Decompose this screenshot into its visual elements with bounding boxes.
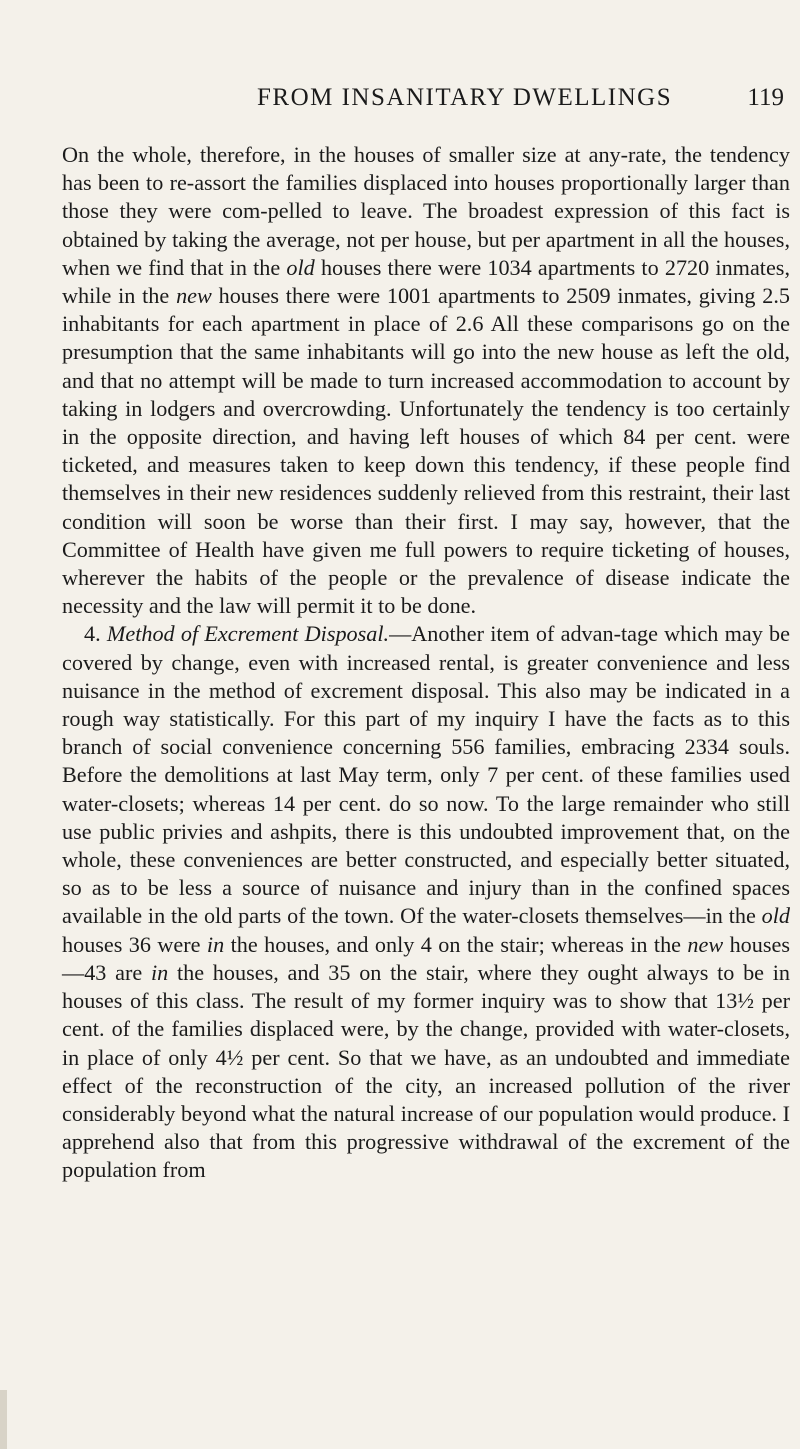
paragraph <box>62 620 790 1184</box>
italic-text: new <box>687 931 724 957</box>
page-number: 119 <box>747 84 784 111</box>
text-run: houses there were 1001 apartments to 2509 inmates, giving 2.5 inhabitants for each apartment in place of 2.6 All these comparisons go on the presumption that the same inhabitants will go into the new house as left the old, and that no attempt will be made to turn increased accommodation to account by taking in lodgers and overcrowding. Unfortunately the tendency is too certainly in the opposite direction, and having left houses of which 84 per cent. were ticketed, and measures taken to keep down this tendency, if these people find themselves in their new residences suddenly relieved from this restraint, their last condition will soon be worse than their first. I may say, however, that the Committee of Health have given me full powers to require ticketing of houses, wherever the habits of the people or the prevalence of disease indicate the necessity and the law will permit it to be done. <box>62 283 790 619</box>
italic-text: in <box>150 959 169 985</box>
text-run: houses—43 are <box>62 931 790 985</box>
text-run: 4. <box>84 621 107 647</box>
italic-text: in <box>206 931 225 957</box>
italic-text: Method of Excrement Disposal. <box>106 621 390 647</box>
text-run: On the whole, therefore, in the houses of smaller size at any-rate, the tendency has been to re-assort the families displaced into houses proportionally larger than those they were com-pelled to leave. The broadest expression of this fact is obtained by taking the average, not per house, but per apartment in all the houses, when we find that in the <box>62 142 790 280</box>
italic-text: old <box>761 903 790 929</box>
text-run: the houses, and only 4 on the stair; whereas in the <box>224 931 688 957</box>
running-head <box>62 84 792 124</box>
page-edge <box>0 1390 7 1449</box>
text-run: houses there were 1034 apartments to 2720 inmates, while in the <box>62 254 790 309</box>
text-run: —Another item of advan-tage which may be covered by change, even with increased rental, is greater convenience and less nuisance in the method of excrement disposal. This also may be indicated in a rough way statistically. For this part of my inquiry I have the facts as to this branch of social convenience concerning 556 families, embracing 2334 souls. Before the demolitions at last May term, only 7 per cent. of these families used water-closets; whereas 14 per cent. do so now. To the large remainder who still use public privies and ashpits, there is this undoubted improvement that, on the whole, these conveniences are better constructed, and especially better situated, so as to be less a source of nuisance and injury than in the confined spaces available in the old parts of the town. Of the water-closets themselves—in the <box>62 621 790 929</box>
text-run: the houses, and 35 on the stair, where they ought always to be in houses of this class. The result of my former inquiry was to show that 13½ per cent. of the families displaced were, by the change, provided with water-closets, in place of only 4½ per cent. So that we have, as an undoubted and immediate effect of the reconstruction of the city, an increased pollution of the river considerably beyond what the natural increase of our population would produce. I apprehend also that from this progressive withdrawal of the excrement of the population from <box>62 959 791 1183</box>
italic-text: old <box>286 254 315 280</box>
text-run: houses 36 were <box>62 931 207 957</box>
italic-text: new <box>176 283 212 309</box>
paragraph <box>62 141 790 620</box>
running-title: FROM INSANITARY DWELLINGS <box>257 84 673 111</box>
body-text <box>62 141 790 1185</box>
